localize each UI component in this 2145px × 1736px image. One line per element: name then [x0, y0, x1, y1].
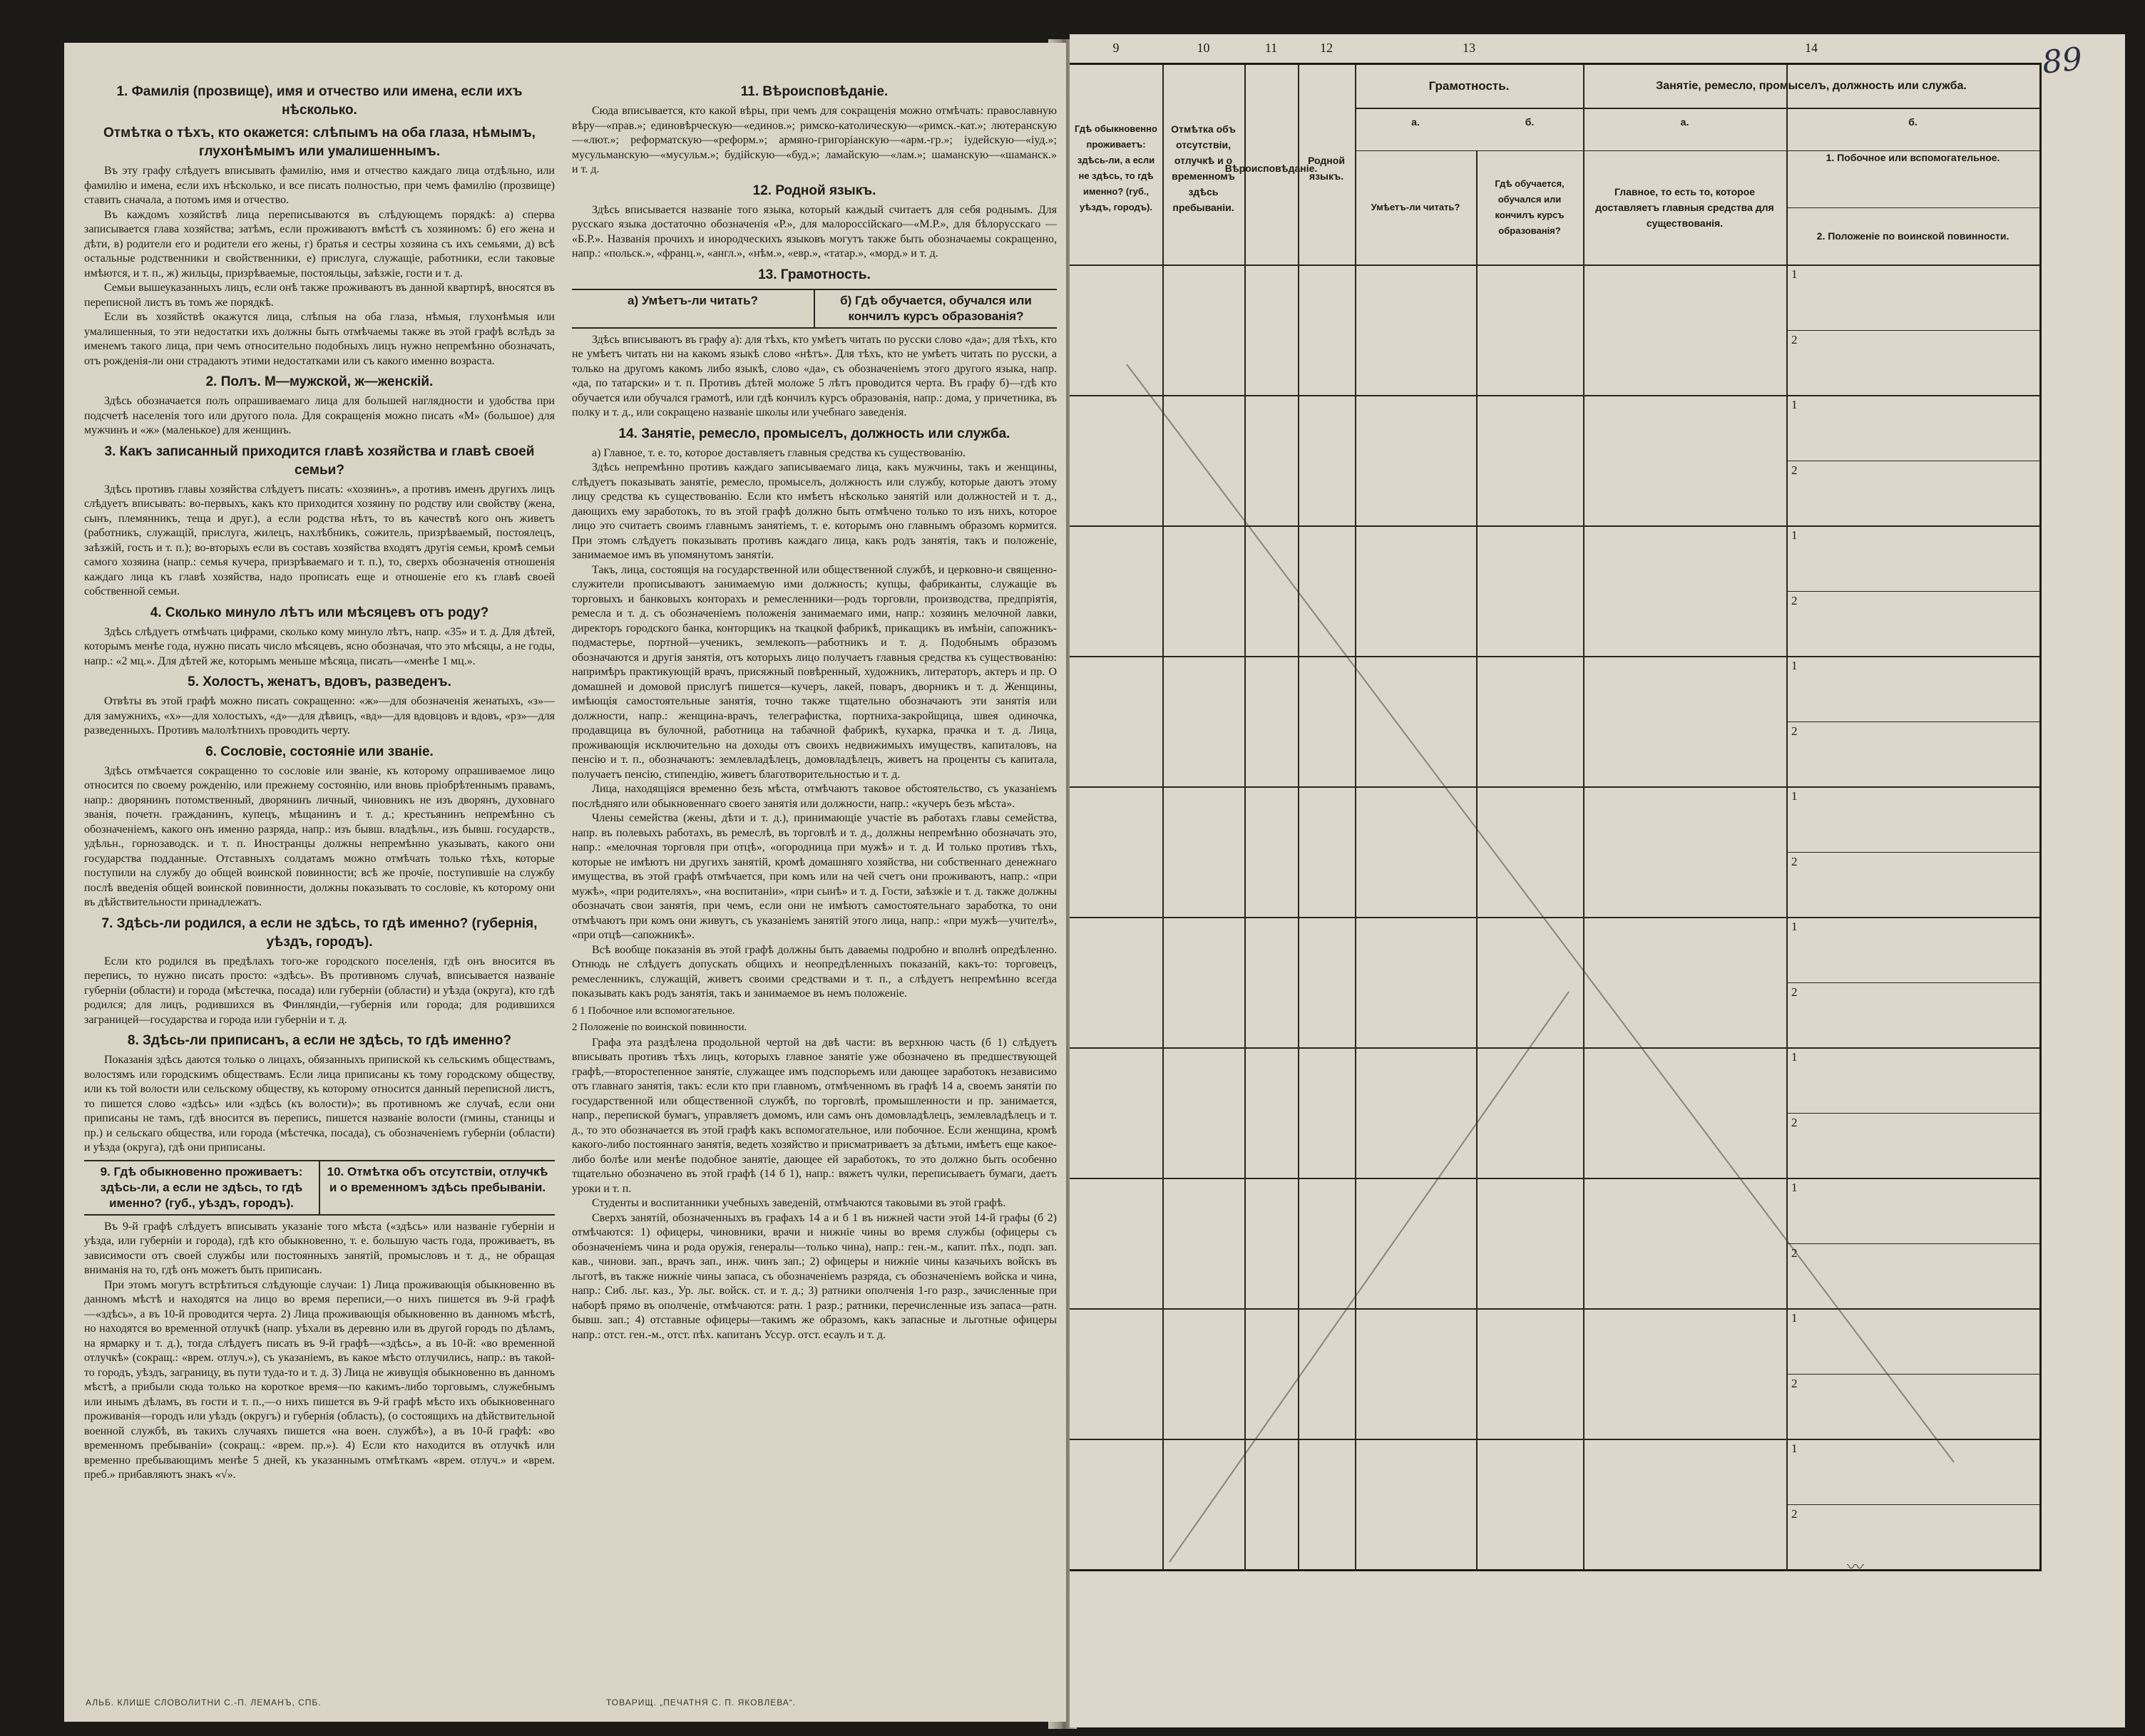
split-heading-13 [572, 289, 1057, 329]
row-subrule [1786, 982, 2039, 983]
column-number: 11 [1264, 41, 1278, 55]
row-subrow-label: 2 [1791, 1245, 1798, 1260]
row-subrow-label: 1 [1791, 1442, 1798, 1455]
left-section-title-2: 2. Полъ. М—мужской, ж—женскій. [205, 374, 434, 389]
row-subrow-label: 2 [1791, 332, 1798, 346]
row-subrow-label: 2 [1791, 854, 1798, 868]
diagonal-line-1 [1127, 364, 1954, 1462]
left-section-paragraph: Въ эту графу слѣдуетъ вписывать фамилію, имя и отчество каждаго лица отдѣльно, или фамилію и имена, если ихъ нѣсколько, и все писать полностью, при чемъ фамилію (прозвище) ставить сначала, а потомъ имя и отчество. [84, 165, 555, 206]
row-rule [1070, 1439, 2039, 1440]
right-page-ledger [1070, 34, 2125, 1727]
row-rule [1070, 525, 2039, 527]
row-subrow-label: 1 [1791, 659, 1798, 672]
split-heading-13-left: а) Умѣетъ-ли читать? [628, 293, 758, 307]
left-section-title-3: 3. Какъ записанный приходится главѣ хозяйства и главѣ своей семьи? [104, 443, 535, 478]
row-subrow-label: 1 [1791, 267, 1798, 281]
mid-section-paragraph: Здѣсь вписывается названіе того языка, который каждый считаетъ для себя роднымъ. Для русскаго языка достаточно обозначенія «Р.», для малороссійскаго—«М.Р.», для бѣлорусскаго — «Б.Р.». Названія прочихъ и инородческихъ языковъ могутъ также быть обозначаемы сокращенно, напр.: «польск.», «франц.», «англ.», «нѣм.», «евр.», «татар.», «морд.» и т. д. [572, 203, 1057, 260]
left-section-b-paragraph: Въ 9-й графѣ слѣдуетъ вписывать указаніе того мѣста («здѣсь» или названіе губерніи и уѣзда, или губерніи и города), гдѣ кто обыкновенно, т. е. большую часть года, проживаетъ, въ зависимости отъ своей службы или постоянныхъ занятій, промысловъ и т. д., не обращая вниманія на то, гдѣ онъ можетъ быть приписанъ. [84, 1220, 555, 1276]
column-number: 12 [1320, 41, 1333, 55]
row-subrule [1786, 1243, 2039, 1244]
mid-section-c-paragraph: Члены семейства (жены, дѣти и т. д.), принимающіе участіе въ работахъ главы семейства, напр. въ полевыхъ работахъ, въ ремеслѣ, въ торговлѣ и т. д., должны непремѣнно обозначать это, напр.: «мелочная торговля при отцѣ», «огородница при мужѣ» и т. д. И только противъ тѣхъ, которые не имѣютъ ни другихъ занятій, кромѣ домашняго хозяйства, ни собственнаго денежнаго имущества, въ этой графѣ отмѣчается, при комъ или на чей счетъ они проживаютъ, напр.: «при мужѣ», «при родителяхъ», «на воспитаніи», «при сынѣ» и т. д. Гости, заѣзжіе и т. д. также должны обозначать свои занятія, при чемъ, если они не имѣютъ самостоятельнаго заработка, то они отмѣчаютъ при комъ они живутъ, съ указаніемъ занятій этого лица, напр.: «при мужѣ—учителѣ», «при отцѣ—сапожникѣ». [572, 812, 1057, 941]
footnote: 2 Положеніе по воинской повинности. [572, 1021, 747, 1033]
left-section-paragraph: Если кто родился въ предѣлахъ того-же городского поселенія, гдѣ онъ вносится въ перепись, то нужно писать просто: «здѣсь». Въ противномъ случаѣ, вписывается названіе губерніи (области) и города (мѣстечка, посада) или губерніи (области) и уѣзда (округа), кто гдѣ родился; для лицъ, родившихся въ Финляндіи,—губернія или города; для родившихся заграницей—государства и города или губерніи и т. д. [84, 955, 555, 1026]
header-military-status: 2. Положеніе по воинской повинности. [1816, 230, 2010, 242]
left-section-paragraph: Здѣсь обозначается полъ опрашиваемаго лица для большей наглядности и удобства при подсчетѣ населенія того или другого пола. Для сокращенія можно писать «М» (большое) для мужчинъ и «ж» (маленькое) для женщинъ. [84, 395, 555, 436]
row-subrule [1786, 1504, 2039, 1505]
instructions-column-right [572, 78, 1057, 1668]
row-rule [1070, 1178, 2039, 1179]
row-subrow-label: 2 [1791, 1506, 1798, 1521]
mid-section-c-paragraph: Такъ, лица, состоящія на государственной или общественной службѣ, и церковно-и священно-служители прописываютъ занимаемую ими должность; купцы, фабриканты, служащіе въ торговыхъ и банковыхъ конторахъ и ремесленники—родъ торговли, производства, предпріятія, ремесла и т. д. съ обозначеніемъ положенія занимаемаго ими, напр.: хозяинъ мелочной лавки, директоръ городского банка, конторщикъ на ткацкой фабрикѣ, прикащикъ въ имѣніи, сапожникъ-подмастерье, портной—ученикъ, землекопъ—работникъ и т. д. Подобнымъ образомъ обозначаются и другія занятія, отъ которыхъ лицо получаетъ главныя средства къ существованію: напримѣръ практикующій врачъ, присяжный повѣренный, художникъ, литераторъ, актеръ и пр. О домашней и домовой прислугѣ пишется—кучеръ, лакей, поваръ, дворникъ и т. д. Женщины, имѣющія самостоятельные занятія, точно также тщательно обозначаютъ эти занятія или должности, напр.: женщина-врачъ, телеграфистка, портниха-закройщица, швея одиночка, продавщица въ булочной, работница на табачной фабрикѣ, кухарка, прачка и т. д. Лица, проживающія исключительно на доходы отъ своихъ недвижимыхъ имуществъ, капиталовъ, на пенсію и т. п., обозначаютъ: землевладѣлецъ, домовладѣлецъ, живетъ на проценты съ капитала, получаетъ пенсію, стипендію, живетъ благотворительностью и т. д. [572, 563, 1057, 781]
left-section-paragraph: Если въ хозяйствѣ окажутся лица, слѣпыя на оба глаза, нѣмыя, глухонѣмыя или умалишенныя, то эти недостатки ихъ должны быть отмѣчаемы также въ этой графѣ вслѣдъ за именемъ такого лица, при чемъ относительно подобныхъ лицъ нужно непремѣнно обозначать, отъ рожденія-ли они страдаютъ этими недостатками или съ какого именно возраста. [84, 311, 555, 367]
left-section-paragraph: Здѣсь отмѣчается сокращенно то сословіе или званіе, къ которому опрашиваемое лицо относится по своему рожденію, или прежнему состоянію, или вновь пріобрѣтеннымъ правамъ, напр.: дворянинъ потомственный, дворянинъ личный, чиновникъ не изъ дворянъ, духовнаго званія, почетн. гражданинъ, купецъ, мѣщанинъ и т. д.; крестьянинъ непремѣнно съ обозначеніемъ, какого онъ именно разряда, напр.: изъ бывш. владѣльч., изъ бывш. государств., удѣльн., горнозаводск. и т. п. Иностранцы должны непремѣнно указывать, какого они государства подданные. Отставныхъ солдатамъ можно отмѣчать только тѣхъ, которые поступили на службу до общей воинской повинности; всѣ же прочіе, поступившіе на службу послѣ введенія общей воинской повинности, должны показывать то сословіе, къ которому они въ дѣйствительности принадлежатъ. [84, 764, 555, 908]
mid-section-c-paragraph: Лица, находящіяся временно безъ мѣста, отмѣчаютъ таковое обстоятельство, съ указаніемъ послѣдняго или обыкновеннаго своего занятія или должности, напр.: «кучеръ безъ мѣста». [572, 783, 1057, 810]
left-section-paragraph: Здѣсь слѣдуетъ отмѣчать цифрами, сколько кому минуло лѣтъ, напр. «35» и т. д. Для дѣтей, которымъ менѣе года, нужно писать число мѣсяцевъ, ясно обозначая, что это мѣсяцы, а не годы, напр.: «2 мц.». Для дѣтей же, которымъ меньше мѣсяца, писать—«менѣе 1 мц.». [84, 625, 555, 667]
left-section-title-1: Отмѣтка о тѣхъ, кто окажется: слѣпымъ на оба глаза, нѣмымъ, глухонѣмымъ или умалишеннымъ. [103, 125, 536, 159]
left-section-paragraph: Семьи вышеуказанныхъ лицъ, если онѣ также проживаютъ въ данной квартирѣ, вносятся въ переписной листъ въ томъ же порядкѣ. [84, 282, 555, 309]
header-occupation-a-letter: а. [1680, 116, 1689, 128]
column-divider-13ab [1476, 150, 1478, 1569]
handwritten-page-number: 89 [2040, 41, 2084, 81]
header-occupation-b-letter: б. [1908, 116, 1918, 128]
mid-section-d-paragraph: Студенты и воспитанники учебныхъ заведеній, отмѣчаются таковыми въ этой графѣ. [592, 1197, 1006, 1209]
right-imprint: ТОВАРИЩ. „ПЕЧАТНЯ С. П. ЯКОВЛЕВА“. [606, 1698, 797, 1707]
header-education: Гдѣ обучается, обучался или кончилъ курсъ образованія? [1495, 178, 1565, 236]
row-subrow-label: 1 [1791, 1050, 1798, 1064]
ink-scribble: 〰 [1847, 1558, 1864, 1577]
column-divider [1355, 65, 1356, 1569]
header-absence: Отмѣтка объ отсутствіи, отлучкѣ и о временномъ здѣсь пребываніи. [1171, 123, 1236, 213]
left-section-paragraph: Показанія здѣсь даются только о лицахъ, обязанныхъ припиской къ сельскимъ обществамъ, волостямъ или городскимъ обществамъ. Если лица приписаны къ тому городскому обществу, или къ той волости или сельскому обществу, къ которому относится данный переписной листъ, то пишется слово «здѣсь» или «здѣсь (къ волости)»; въ противномъ же случаѣ, если они приписаны не тамъ, гдѣ вносится въ перепись, пишется названіе волости (гмины, станицы и пр.) и сельскаго общества, или города (мѣстечка, посада), съ обозначеніемъ губерніи (области) и уѣзда (округа), гдѣ они приписаны. [84, 1054, 555, 1154]
mid-section-d-paragraph: Сверхъ занятій, обозначенныхъ въ графахъ 14 а и б 1 въ нижней части этой 14-й графы (б 2) отмѣчаются: 1) офицеры, чиновники, врачи и нижніе чины во время службы (офицеры съ обозначеніемъ чина и рода оружія, генералы—только чина), напр.: ген.-м., капит. пѣх., подп. зап. кав., чинови. зап., врачъ зап., инж. чинъ зап.; 2) офицеры и нижніе чины казачьихъ войскъ въ льготѣ, въ также нижніе чины запаса, съ обозначеніемъ разряда, съ обозначеніемъ войска и чина, напр.: Сиб. льг. каз., Ур. льг. войск. ст. и т. д.; 3) ратники ополченія 1-го разр., зачисленные при наборѣ прямо въ ополченіе, отмѣчаются: ратн. 1 разр.; ратники, перечисленные изъ запаса—ратн. бывш. зап.; 4) отставные офицеры—такимъ же образомъ, какъ запасные и льготные офицеры напр.: отст. ген.-м., отст. пѣх. капитанъ Уссур. отст. есаулъ и т. д. [572, 1211, 1057, 1341]
column-divider [1786, 65, 1788, 1569]
left-section-title-5: 5. Холостъ, женатъ, вдовъ, разведенъ. [188, 674, 451, 689]
cancel-diagonal-lines [1070, 65, 2039, 1569]
mid-section-c-paragraph: Здѣсь непремѣнно противъ каждаго записываемаго лица, какъ мужчины, такъ и женщины, слѣдуетъ показывать занятіе, ремесло, промыселъ, должность или службу, которые даютъ этому лицу средства къ существованію. Если кто имѣетъ нѣсколько занятій или должностей и т. д., дающихъ ему заработокъ, то въ этой графѣ должно быть отмѣчено только то изъ нихъ, которое лицо это считаетъ своимъ главнымъ занятіемъ, т. е. которымъ оно главнымъ образомъ кормится. При этомъ слѣдуетъ показывать противъ каждаго лица, какъ родъ занятія, такъ и положеніе, занимаемое имъ въ упомянутомъ занятіи. [572, 461, 1057, 561]
column-number: 9 [1112, 41, 1120, 55]
split-heading-9-10 [84, 1160, 555, 1216]
mid-section-title-2: 13. Грамотность. [758, 267, 871, 282]
mid-section-d-paragraph: Графа эта раздѣлена продольной чертой на двѣ части: въ верхнюю часть (б 1) слѣдуетъ вписывать противъ тѣхъ лицъ, которыхъ главное занятіе уже обозначено въ предшествующей графѣ,—второстепенное занятіе, служащее имъ подспорьемъ или дающее заработокъ независимо отъ главнаго занятія, такъ: если кто при главномъ, отмѣченномъ въ графѣ 14 а, своемъ занятіи по государственной или общественной службѣ, по торговлѣ, промышленности и пр. занимается, напр., перепиской бумагъ, управляетъ домомъ, или самъ онъ домовладѣлецъ, землевладѣлецъ и т. д., то это обозначается въ этой графѣ какъ вспомогательное, или побочное. Если женщина, кромѣ какого-либо постояннаго занятія, ведеть хозяйство и присматриваетъ за дѣтьми, имѣетъ еще какое-либо болѣе или менѣе подобное занятіе, дающее ей заработокъ, то это должно быть особенно тщательно обозначено въ этой графѣ (14 б 1), напр.: вяжетъ чулки, переписываетъ бумаги, даетъ уроки и т. п. [572, 1036, 1057, 1195]
diagonal-line-2 [1169, 992, 1569, 1562]
mid-section-c-title-1: 14. Занятіе, ремесло, промыселъ, должность или служба. [618, 426, 1010, 441]
left-imprint: АЛЬБ. КЛИШЕ СЛОВОЛИТНИ С.-П. ЛЕМАНЪ, СПБ. [86, 1698, 322, 1707]
row-subrule [1786, 591, 2039, 592]
header-main-occupation: Главное, то есть то, которое доставляетъ главныя средства для существованія. [1595, 186, 1774, 229]
row-subrow-label: 1 [1791, 1311, 1798, 1325]
column-divider [1162, 65, 1164, 1569]
footnote: б 1 Побочное или вспомогательное. [572, 1005, 735, 1017]
row-subrow-label: 2 [1791, 985, 1798, 999]
mid-section-title-0: 11. Вѣроисповѣданіе. [740, 84, 889, 99]
left-page-instructions [64, 43, 1066, 1722]
row-rule [1070, 917, 2039, 918]
left-section-paragraph: Отвѣты въ этой графѣ можно писать сокращенно: «ж»—для обозначенія женатыхъ, «з»—для замужнихъ, «х»—для холостыхъ, «д»—для дѣвицъ, «вд»—для вдовцовъ и вдовъ, «рз»—для разведенныхъ. Противъ малолѣтнихъ проводить черту. [84, 695, 555, 736]
left-section-title-6: 6. Сословіе, состояніе или званіе. [205, 744, 434, 759]
row-subrule [1786, 852, 2039, 853]
header-can-read: Умѣетъ-ли читать? [1371, 202, 1460, 212]
row-subrule [1786, 1113, 2039, 1114]
split-heading-9-10-left: 9. Гдѣ обыкновенно проживаетъ: здѣсь-ли, а если не здѣсь, то гдѣ именно? (губ., уѣздъ, городъ). [100, 1164, 303, 1210]
left-section-paragraph: Здѣсь противъ главы хозяйства слѣдуетъ писать: «хозяинъ», а противъ именъ другихъ лицъ слѣдуетъ вписывать: во-первыхъ, какъ кто приходится хозяину по родству или свойству (жена, сынъ, племянникъ, теща и друг.), а если родства нѣтъ, то въ качествѣ кого онъ живетъ (работникъ, служащій, прислуга, жилецъ, нахлѣбникъ, сожитель, призрѣваемый, постоялецъ, заѣзжій, гость и т. п.); во-вторыхъ если въ составъ хозяйства входятъ другія семьи, кромѣ семьи самого хозяина (напр.: семья кучера, призрѣваемаго и т. п.), то, сверхъ обозначенія отношенія каждаго лица къ главѣ хозяйства, надо прописать еще и отношеніе его къ главѣ своей собственной семьи. [84, 483, 555, 597]
split-heading-13-right: б) Гдѣ обучается, обучался или кончилъ курсъ образованія? [814, 290, 1057, 327]
row-rule [1070, 395, 2039, 396]
header-native-language: Родной языкъ. [1308, 155, 1345, 182]
column-divider [1583, 65, 1585, 1569]
split-heading-9-10-right: 10. Отмѣтка объ отсутствіи, отлучкѣ и о временномъ здѣсь пребываніи. [319, 1161, 555, 1214]
row-subrow-label: 2 [1791, 1376, 1798, 1390]
left-section-title-4: 4. Сколько минуло лѣтъ или мѣсяцевъ отъ роду? [150, 605, 489, 620]
row-subrule [1786, 1374, 2039, 1375]
header-residence: Гдѣ обыкновенно проживаетъ: здѣсь-ли, а если не здѣсь, то гдѣ именно? (губ., уѣздъ, городъ). [1075, 123, 1157, 212]
row-subrow-label: 2 [1791, 1115, 1798, 1129]
left-section-paragraph: Въ каждомъ хозяйствѣ лица переписываются въ слѣдующемъ порядкѣ: а) сперва записывается глава хозяйства; затѣмъ, если проживаютъ вмѣстѣ съ хозяиномъ: б) его жена и дѣти, в) родители его и родители его жены, г) братья и сестры хозяина съ ихъ семьями, д) всѣ остальные родственники и свойственники, е) прислуга, служащіе, работники, если таковые имѣются, и т. п., ж) жильцы, призрѣваемые, постояльцы, заѣзжіе, гости и т. д. [84, 208, 555, 279]
row-subrow-label: 2 [1791, 724, 1798, 738]
row-rule [1070, 1308, 2039, 1310]
mid-section-title-1: 12. Родной языкъ. [752, 183, 876, 198]
left-section-title-7: 7. Здѣсь-ли родился, а если не здѣсь, то гдѣ именно? (губернія, уѣздъ, городъ). [101, 915, 538, 950]
header-literacy-b-letter: б. [1525, 116, 1535, 128]
mid-section-paragraph: Сюда вписывается, кто какой вѣры, при чемъ для сокращенія можно отмѣчать: православную вѣру—«прав.»; единовѣрческую—«единов.»; римско-католическую—«римск.-кат.»; лютеранскую—«лют.»; реформатскую—«реформ.»; армяно-григоріанскую—«арм.-гр.»; іудейскую—«іуд.»; мусульманскую—«мусульм.»; будійскую—«буд.»; ламайскую—«лам.»; шаманскую—«шаманск.» и т. д. [572, 105, 1057, 175]
row-rule [1070, 786, 2039, 788]
left-section-b-paragraph: При этомъ могутъ встрѣтиться слѣдующіе случаи: 1) Лица проживающія обыкновенно въ данномъ мѣстѣ и находятся на лицо во время переписи,—о нихъ пишется въ 9-й графѣ—«здѣсь», а въ 10-й проводится черта. 2) Лица проживающія обыкновенно въ данномъ мѣстѣ, но находятся во временной отлучкѣ (напр. уѣхали въ деревню или въ другой городъ по дѣламъ, на ярмарку и т. д.), тогда слѣдуетъ писать въ 9-й графѣ—«здѣсь», а въ 10-й: «во временной отлучкѣ» (сокращ.: «врем. отлуч.»), съ указаніемъ, въ какое мѣсто отлучились, напр.: въ такой-то городъ, уѣздъ, заграницу, въ пути туда-то и т. д. 3) Лица не живущія обыкновенно въ данномъ мѣстѣ, а прибыли сюда только на короткое время—по какимъ-либо торговымъ, служебнымъ или инымъ дѣламъ, въ гости и т. п.,—о нихъ пишется въ 9-й графѣ мѣсто ихъ обыкновеннаго проживанія—городъ или уѣздъ (округъ) и губернія (область), (о состоящихъ на дѣйствительной военной службѣ, въ такихъ случаяхъ пишется «на воен. службѣ»), а въ 10-й графѣ: «во временномъ пребываніи» (сокращ.: «врем. пр.»). 4) Если кто находится въ отлучкѣ или временно пребывающимъ менѣе 5 дней, къ указаннымъ отмѣткамъ «врем. отлуч.» и «врем. преб.» прибавляютъ знакъ «√». [84, 1278, 555, 1481]
header-religion: Вѣроисповѣданіе. [1224, 163, 1318, 174]
column-number: 13 [1463, 41, 1475, 55]
left-section-title-0: 1. Фамилія (прозвище), имя и отчество или имена, если ихъ нѣсколько. [116, 84, 523, 118]
column-divider [1298, 65, 1299, 1569]
header-rule-bottom [1070, 264, 2039, 266]
mid-section-c-paragraph: Здѣсь вписываютъ въ графу а): для тѣхъ, кто умѣетъ читать по русски слово «да»; для тѣхъ, кто не умѣетъ читать ни на какомъ языкѣ слово «нѣтъ». Для тѣхъ, кто не умѣетъ читать по русски, а только на другомъ какомъ либо языкѣ, слово «да», съ обозначеніемъ этого другого языка, напр. «да, по татарски» и т. п. Противъ дѣтей моложе 5 лѣтъ проводится черта. Въ графу б)—гдѣ кто обучается или обучался грамотѣ, или гдѣ кончилъ курсъ образованія, напр.: дома, у причетника, въ полку и т. д., или сокращено названіе школы или учебнаго заведенія. [572, 333, 1057, 418]
row-subrow-label: 1 [1791, 789, 1798, 803]
row-rule [1070, 656, 2039, 657]
mid-section-c-paragraph: Всѣ вообще показанія въ этой графѣ должны быть даваемы подробно и вполнѣ опредѣленно. Отнюдь не слѣдуетъ допускать общихъ и неопредѣленныхъ показаній, какъ-то: торговецъ, ремесленникъ, служащій, живетъ своими средствами и т. п., а слѣдуетъ непремѣнно всегда показывать какъ родъ занятія, такъ и занимаемое въ немъ положеніе. [572, 943, 1057, 1000]
column-divider [1244, 65, 1246, 1569]
row-subrow-label: 2 [1791, 463, 1798, 477]
row-subrow-label: 1 [1791, 920, 1798, 933]
column-number: 10 [1197, 41, 1210, 55]
row-subrow-label: 2 [1791, 593, 1798, 607]
column-number: 14 [1805, 41, 1818, 55]
header-literacy-a-letter: а. [1411, 116, 1420, 128]
header-occupation: Занятіе, ремесло, промыселъ, должность или служба. [1656, 80, 1967, 92]
left-section-title-8: 8. Здѣсь-ли приписанъ, а если не здѣсь, то гдѣ именно? [127, 1033, 512, 1048]
header-secondary-occupation: 1. Побочное или вспомогательное. [1826, 152, 2000, 163]
instructions-column-left [84, 78, 555, 1668]
row-subrow-label: 1 [1791, 528, 1798, 542]
row-subrule [1786, 330, 2039, 331]
header-literacy: Грамотность. [1428, 79, 1510, 93]
row-subrow-label: 1 [1791, 1181, 1798, 1194]
row-subrule [1786, 721, 2039, 722]
row-subrow-label: 1 [1791, 398, 1798, 411]
census-ledger-table [1070, 41, 2042, 1571]
row-rule [1070, 1047, 2039, 1049]
mid-section-c-paragraph: а) Главное, т. е. то, которое доставляетъ главныя средства къ существованію. [592, 446, 966, 459]
